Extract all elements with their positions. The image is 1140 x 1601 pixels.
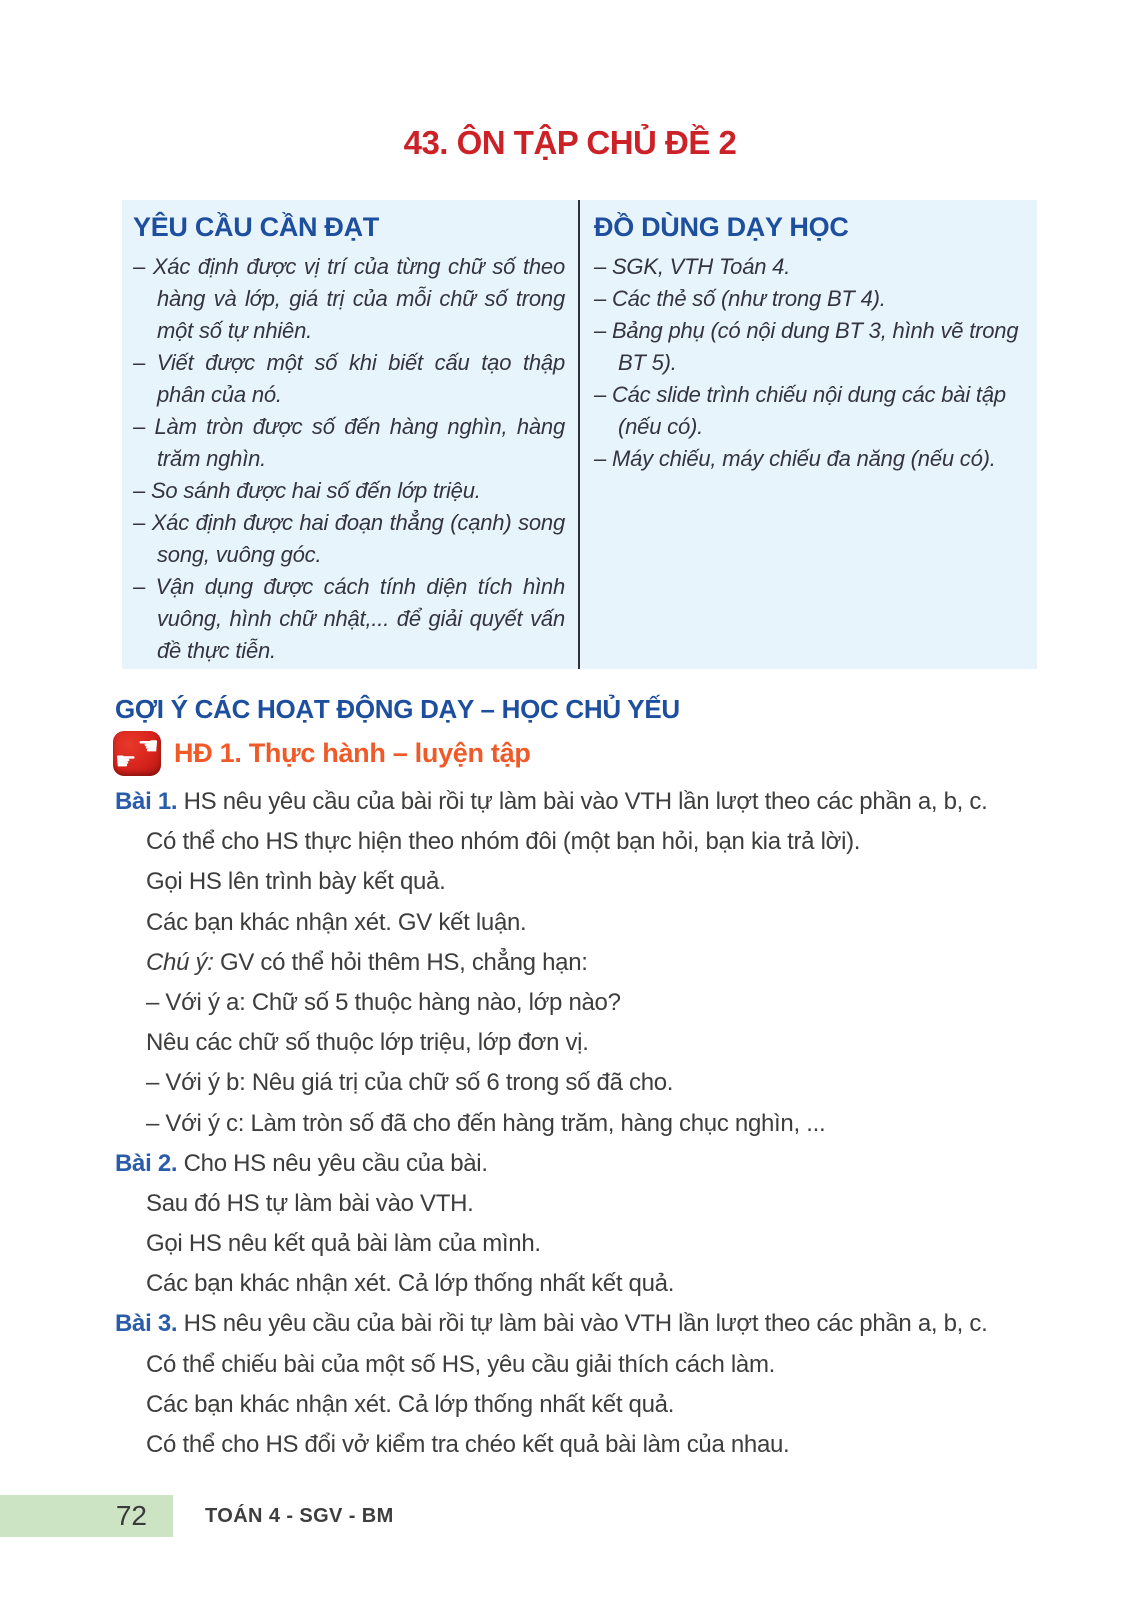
lesson-line: Bài 3. HS nêu yêu cầu của bài rồi tự làm bài vào VTH lần lượt theo các phần a, b, c. [115,1310,988,1338]
activity-row [113,731,531,776]
list-item: – Xác định được vị trí của từng chữ số theo hàng và lớp, giá trị của mỗi chữ số trong một số tự nhiên. [133,251,565,347]
exercise-label: Bài 1. [115,788,178,815]
lesson-line: Gọi HS lên trình bày kết quả. [146,868,446,896]
lesson-line: Sau đó HS tự làm bài vào VTH. [146,1189,474,1217]
activities-section-heading: GỢI Ý CÁC HOẠT ĐỘNG DẠY – HỌC CHỦ YẾU [115,694,680,724]
lesson-line: Gọi HS nêu kết quả bài làm của mình. [146,1230,541,1258]
hands-practice-icon [113,731,161,776]
lesson-line: Nêu các chữ số thuộc lớp triệu, lớp đơn vị. [146,1029,589,1057]
book-code: TOÁN 4 - SGV - BM [205,1505,394,1527]
materials-column [580,200,1037,669]
lesson-line: – Với ý c: Làm tròn số đã cho đến hàng trăm, hàng chục nghìn, ... [146,1109,826,1137]
page-number: 72 [115,1500,147,1531]
exercise-label: Bài 2. [115,1149,178,1177]
page-title: 43. ÔN TẬP CHỦ ĐỀ 2 [403,124,737,161]
list-item: – Bảng phụ (có nội dung BT 3, hình vẽ trong BT 5). [594,315,1021,379]
lesson-line: Có thể cho HS thực hiện theo nhóm đôi (một bạn hỏi, bạn kia trả lời). [146,828,861,856]
list-item: – So sánh được hai số đến lớp triệu. [133,475,565,507]
right-pointing-hand-icon: ☛ [115,747,137,775]
requirements-list [133,251,565,667]
lesson-line: Có thể chiếu bài của một số HS, yêu cầu giải thích cách làm. [146,1350,776,1378]
list-item: – Vận dụng được cách tính diện tích hình vuông, hình chữ nhật,... để giải quyết vấn đề thực tiễn. [133,571,565,667]
lesson-line: Có thể cho HS đổi vở kiểm tra chéo kết quả bài làm của nhau. [146,1431,790,1458]
list-item: – Viết được một số khi biết cấu tạo thập phân của nó. [133,347,565,411]
note-label: Chú ý: [146,948,214,976]
exercise-label: Bài 3. [115,1310,178,1338]
requirements-header: YÊU CẦU CẦN ĐẠT [133,212,380,242]
activity-heading: HĐ 1. Thực hành – luyện tập [174,738,531,768]
materials-list [594,251,1021,475]
list-item: – Máy chiếu, máy chiếu đa năng (nếu có). [594,443,1021,475]
list-item: – SGK, VTH Toán 4. [594,251,1021,283]
left-pointing-hand-icon: ☚ [137,732,159,760]
list-item: – Làm tròn được số đến hàng nghìn, hàng trăm nghìn. [133,411,565,475]
list-item: – Xác định được hai đoạn thẳng (cạnh) song song, vuông góc. [133,507,565,571]
requirements-column [122,200,578,669]
materials-header: ĐỒ DÙNG DẠY HỌC [594,212,849,242]
lesson-line: Chú ý: GV có thể hỏi thêm HS, chẳng hạn: [146,948,588,976]
list-item: – Các slide trình chiếu nội dung các bài tập (nếu có). [594,379,1021,443]
lesson-line: Bài 1. HS nêu yêu cầu của bài rồi tự làm bài vào VTH lần lượt theo các phần a, b, c. [115,788,988,815]
info-box [122,200,1037,669]
footer-page-bar [0,1495,173,1537]
lesson-line: Các bạn khác nhận xét. Cả lớp thống nhất kết quả. [146,1390,675,1418]
list-item: – Các thẻ số (như trong BT 4). [594,283,1021,315]
lesson-line: – Với ý a: Chữ số 5 thuộc hàng nào, lớp nào? [146,988,621,1016]
lesson-line: Bài 2. Cho HS nêu yêu cầu của bài. [115,1149,488,1177]
lesson-line: Các bạn khác nhận xét. GV kết luận. [146,908,527,936]
lesson-line: Các bạn khác nhận xét. Cả lớp thống nhất kết quả. [146,1270,675,1298]
lesson-body [115,782,1100,1465]
lesson-line: – Với ý b: Nêu giá trị của chữ số 6 trong số đã cho. [146,1069,674,1097]
